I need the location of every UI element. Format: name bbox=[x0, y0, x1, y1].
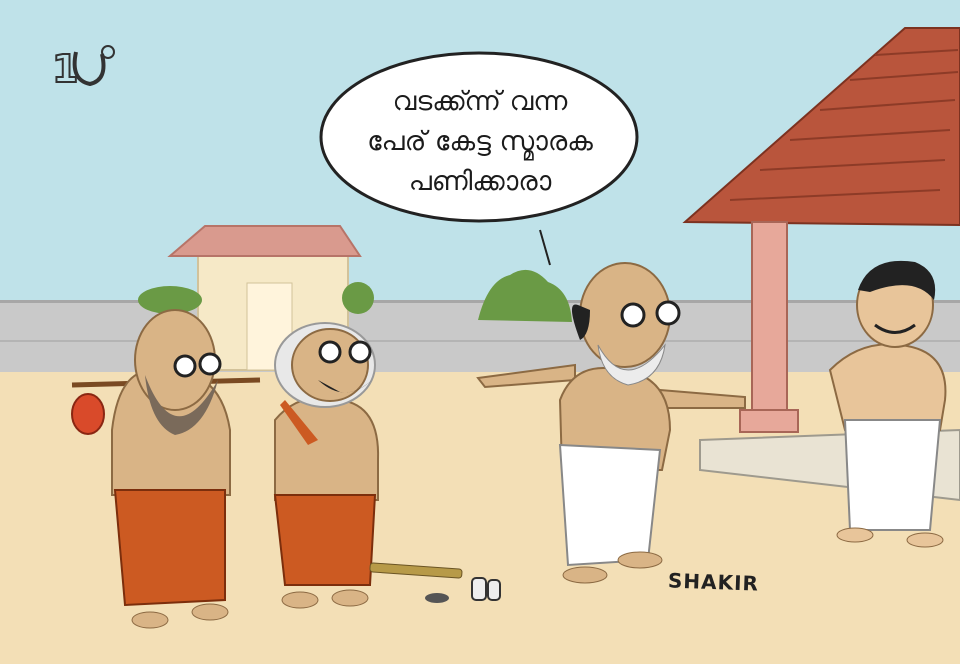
speech-line-1: വടക്ക്ന്ന് വന്ന bbox=[392, 86, 568, 117]
speech-line-3: പണിക്കാരാ bbox=[408, 166, 552, 197]
smiling-man bbox=[830, 261, 945, 547]
svg-text:1: 1 bbox=[52, 47, 79, 91]
man-with-white-hair bbox=[275, 323, 378, 608]
artist-signature: SHAKIR bbox=[667, 568, 760, 596]
speech-line-2: പേര് കേട്ട സ്മാരക bbox=[367, 126, 593, 157]
ground-items bbox=[370, 563, 500, 603]
cartoon-logo-icon bbox=[50, 40, 120, 100]
speech-bubble-text bbox=[330, 82, 630, 202]
